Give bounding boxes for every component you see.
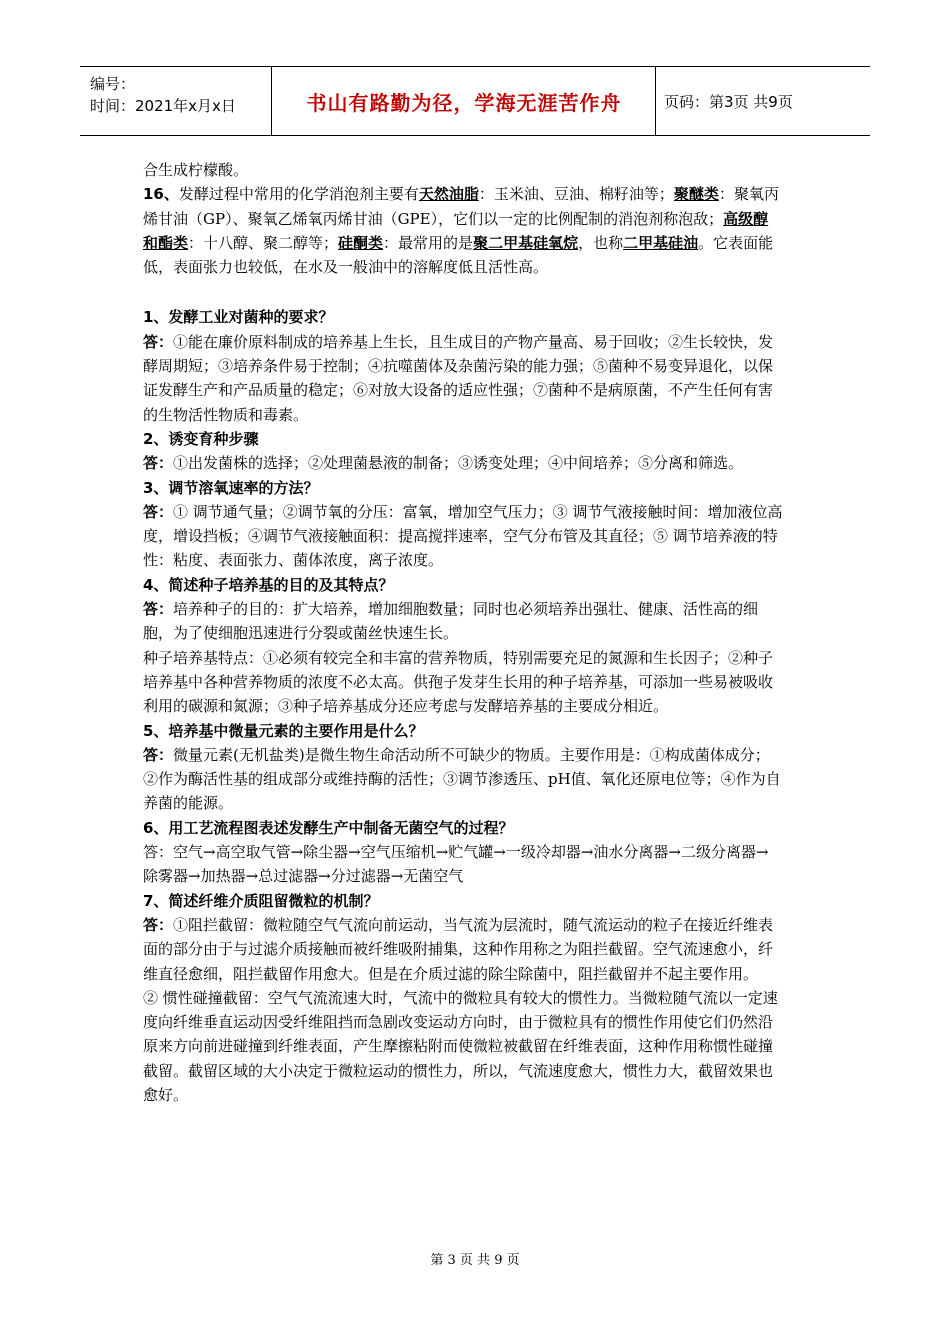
term-polyethers: 聚醚类: [673, 185, 719, 204]
question-4: 4、简述种子培养基的目的及其特点？: [143, 575, 394, 594]
term-higher-alcohols: 高级醇和酯类: [143, 209, 769, 252]
term-silicones: 硅酮类: [338, 233, 384, 252]
answer-1: [143, 330, 783, 427]
intro-line: 合生成柠檬酸。: [143, 161, 249, 179]
question-6: 6、用工艺流程图表述发酵生产中制备无菌空气的过程？: [143, 818, 514, 837]
paragraph-16: [143, 182, 783, 279]
answer-text: ①出发菌株的选择；②处理菌悬液的制备；③诱变处理；④中间培养；⑤分离和筛选。: [173, 454, 744, 473]
page-header: [80, 66, 870, 136]
text-run: 发酵过程中常用的化学消泡剂主要有: [178, 185, 419, 204]
question-7: 7、简述纤维介质阻留微粒的机制？: [143, 891, 379, 910]
term-silicone-oil: 二甲基硅油: [623, 233, 699, 252]
doc-code-label: 编号：: [90, 75, 136, 93]
document-body: [143, 158, 783, 1107]
answer-4-continued: 种子培养基特点：①必须有较完全和丰富的营养物质，特别需要充足的氮源和生长因子；②种子培养基中各种营养物质的浓度不必太高。供孢子发芽生长用的种子培养基，可添加一些易被吸收利用的碳源和氮源；③种子培养基成分还应考虑与发酵培养基的主要成分相近。: [143, 648, 774, 716]
text-run: ：十八醇、聚二醇等；: [188, 233, 339, 252]
question-1: 1、发酵工业对菌种的要求？: [143, 308, 334, 327]
header-motto: 书山有路勤为径，学海无涯苦作舟: [306, 90, 622, 115]
answer-4: [143, 597, 783, 646]
spacer: [143, 279, 783, 305]
text-run: 。它表面能低，表面张力也较低，在水及一般油中的溶解度低且活性高。: [143, 233, 774, 277]
answer-label: 答：: [143, 745, 174, 764]
answer-6: [143, 840, 783, 889]
answer-7: [143, 913, 783, 986]
text-run: ：玉米油、豆油、棉籽油等；: [478, 185, 674, 204]
answer-5: [143, 743, 783, 816]
answer-text: ①能在廉价原料制成的培养基上生长，且生成目的产物产量高、易于回收；②生长较快，发酵周期短；③培养条件易于控制；④抗噬菌体及杂菌污染的能力强；⑤菌种不易变异退化，以保证发酵生产和产品质量的稳定；⑥对放大设备的适应性强；⑦菌种不是病原菌，不产生任何有害的生物活性物质和毒素。: [143, 332, 774, 424]
answer-3: [143, 500, 783, 573]
answer-text: ①阻拦截留：微粒随空气气流向前运动，当气流为层流时，随气流运动的粒子在接近纤维表面的部分由于与过滤介质接触而被纤维吸附捕集，这种作用称之为阻拦截留。空气流速愈小，纤维直径愈细，阻拦截留作用愈大。但是在介质过滤的除尘除菌中，阻拦截留并不起主要作用。: [143, 915, 774, 983]
answer-2: [143, 451, 783, 475]
term-natural-oils: 天然油脂: [418, 185, 479, 204]
header-meta: [80, 67, 272, 135]
term-pdms: 聚二甲基硅氧烷: [473, 233, 579, 252]
text-run: ：聚氧丙烯甘油（GP）、聚氧乙烯氧丙烯甘油（GPE），它们以一定的比例配制的消泡剂称泡敌；: [143, 185, 779, 228]
doc-date-label: 时间：2021年x月x日: [90, 97, 236, 115]
answer-label: 答：: [143, 454, 174, 473]
question-3: 3、调节溶氧速率的方法？: [143, 478, 319, 497]
answer-label: 答：: [143, 915, 174, 934]
header-page-number: 页码：第3页 共9页: [664, 92, 793, 111]
answer-label: 答：: [143, 332, 174, 351]
question-2: 2、诱变育种步骤: [143, 429, 259, 448]
text-run: ：最常用的是: [383, 233, 474, 252]
paragraph-number: 16、: [143, 185, 179, 204]
answer-7-continued: ② 惯性碰撞截留：空气气流流速大时，气流中的微粒具有较大的惯性力。当微粒随气流以一定速度向纤维垂直运动因受纤维阻挡而急剧改变运动方向时，由于微粒具有的惯性作用使它们仍然沿原来方向前进碰撞到纤维表面，产生摩擦粘附而使微粒被截留在纤维表面，这种作用称惯性碰撞截留。截留区域的大小决定于微粒运动的惯性力，所以，气流速度愈大，惯性力大，截留效果也愈好。: [143, 988, 778, 1104]
answer-text: 培养种子的目的：扩大培养，增加细胞数量；同时也必须培养出强壮、健康、活性高的细胞，为了使细胞迅速进行分裂或菌丝快速生长。: [143, 600, 759, 643]
page-footer: 第 3 页 共 9 页: [430, 1253, 520, 1268]
answer-text: 空气→高空取气管→除尘器→空气压缩机→贮气罐→一级冷却器→油水分离器→二级分离器→除雾器→加热器→总过滤器→分过滤器→无菌空气: [143, 843, 769, 886]
answer-label: 答：: [143, 502, 174, 521]
answer-label: 答：: [143, 843, 174, 862]
question-5: 5、培养基中微量元素的主要作用是什么？: [143, 721, 424, 740]
answer-label: 答：: [143, 600, 174, 619]
answer-text: 微量元素(无机盐类)是微生物生命活动所不可缺少的物质。主要作用是：①构成菌体成分；②作为酶活性基的组成部分或维持酶的活性；③调节渗透压、pH值、氧化还原电位等；④作为自养菌的能源。: [143, 745, 781, 813]
header-motto-cell: [273, 67, 656, 135]
text-run: ，也称: [578, 233, 624, 252]
answer-text: ① 调节通气量；②调节氧的分压：富氧，增加空气压力；③ 调节气液接触时间：增加液位高度，增设挡板；④调节气液接触面积：提高搅拌速率，空气分布管及其直径；⑤ 调节培养液的特性：粘度、表面张力、菌体浓度，离子浓度。: [143, 502, 783, 570]
